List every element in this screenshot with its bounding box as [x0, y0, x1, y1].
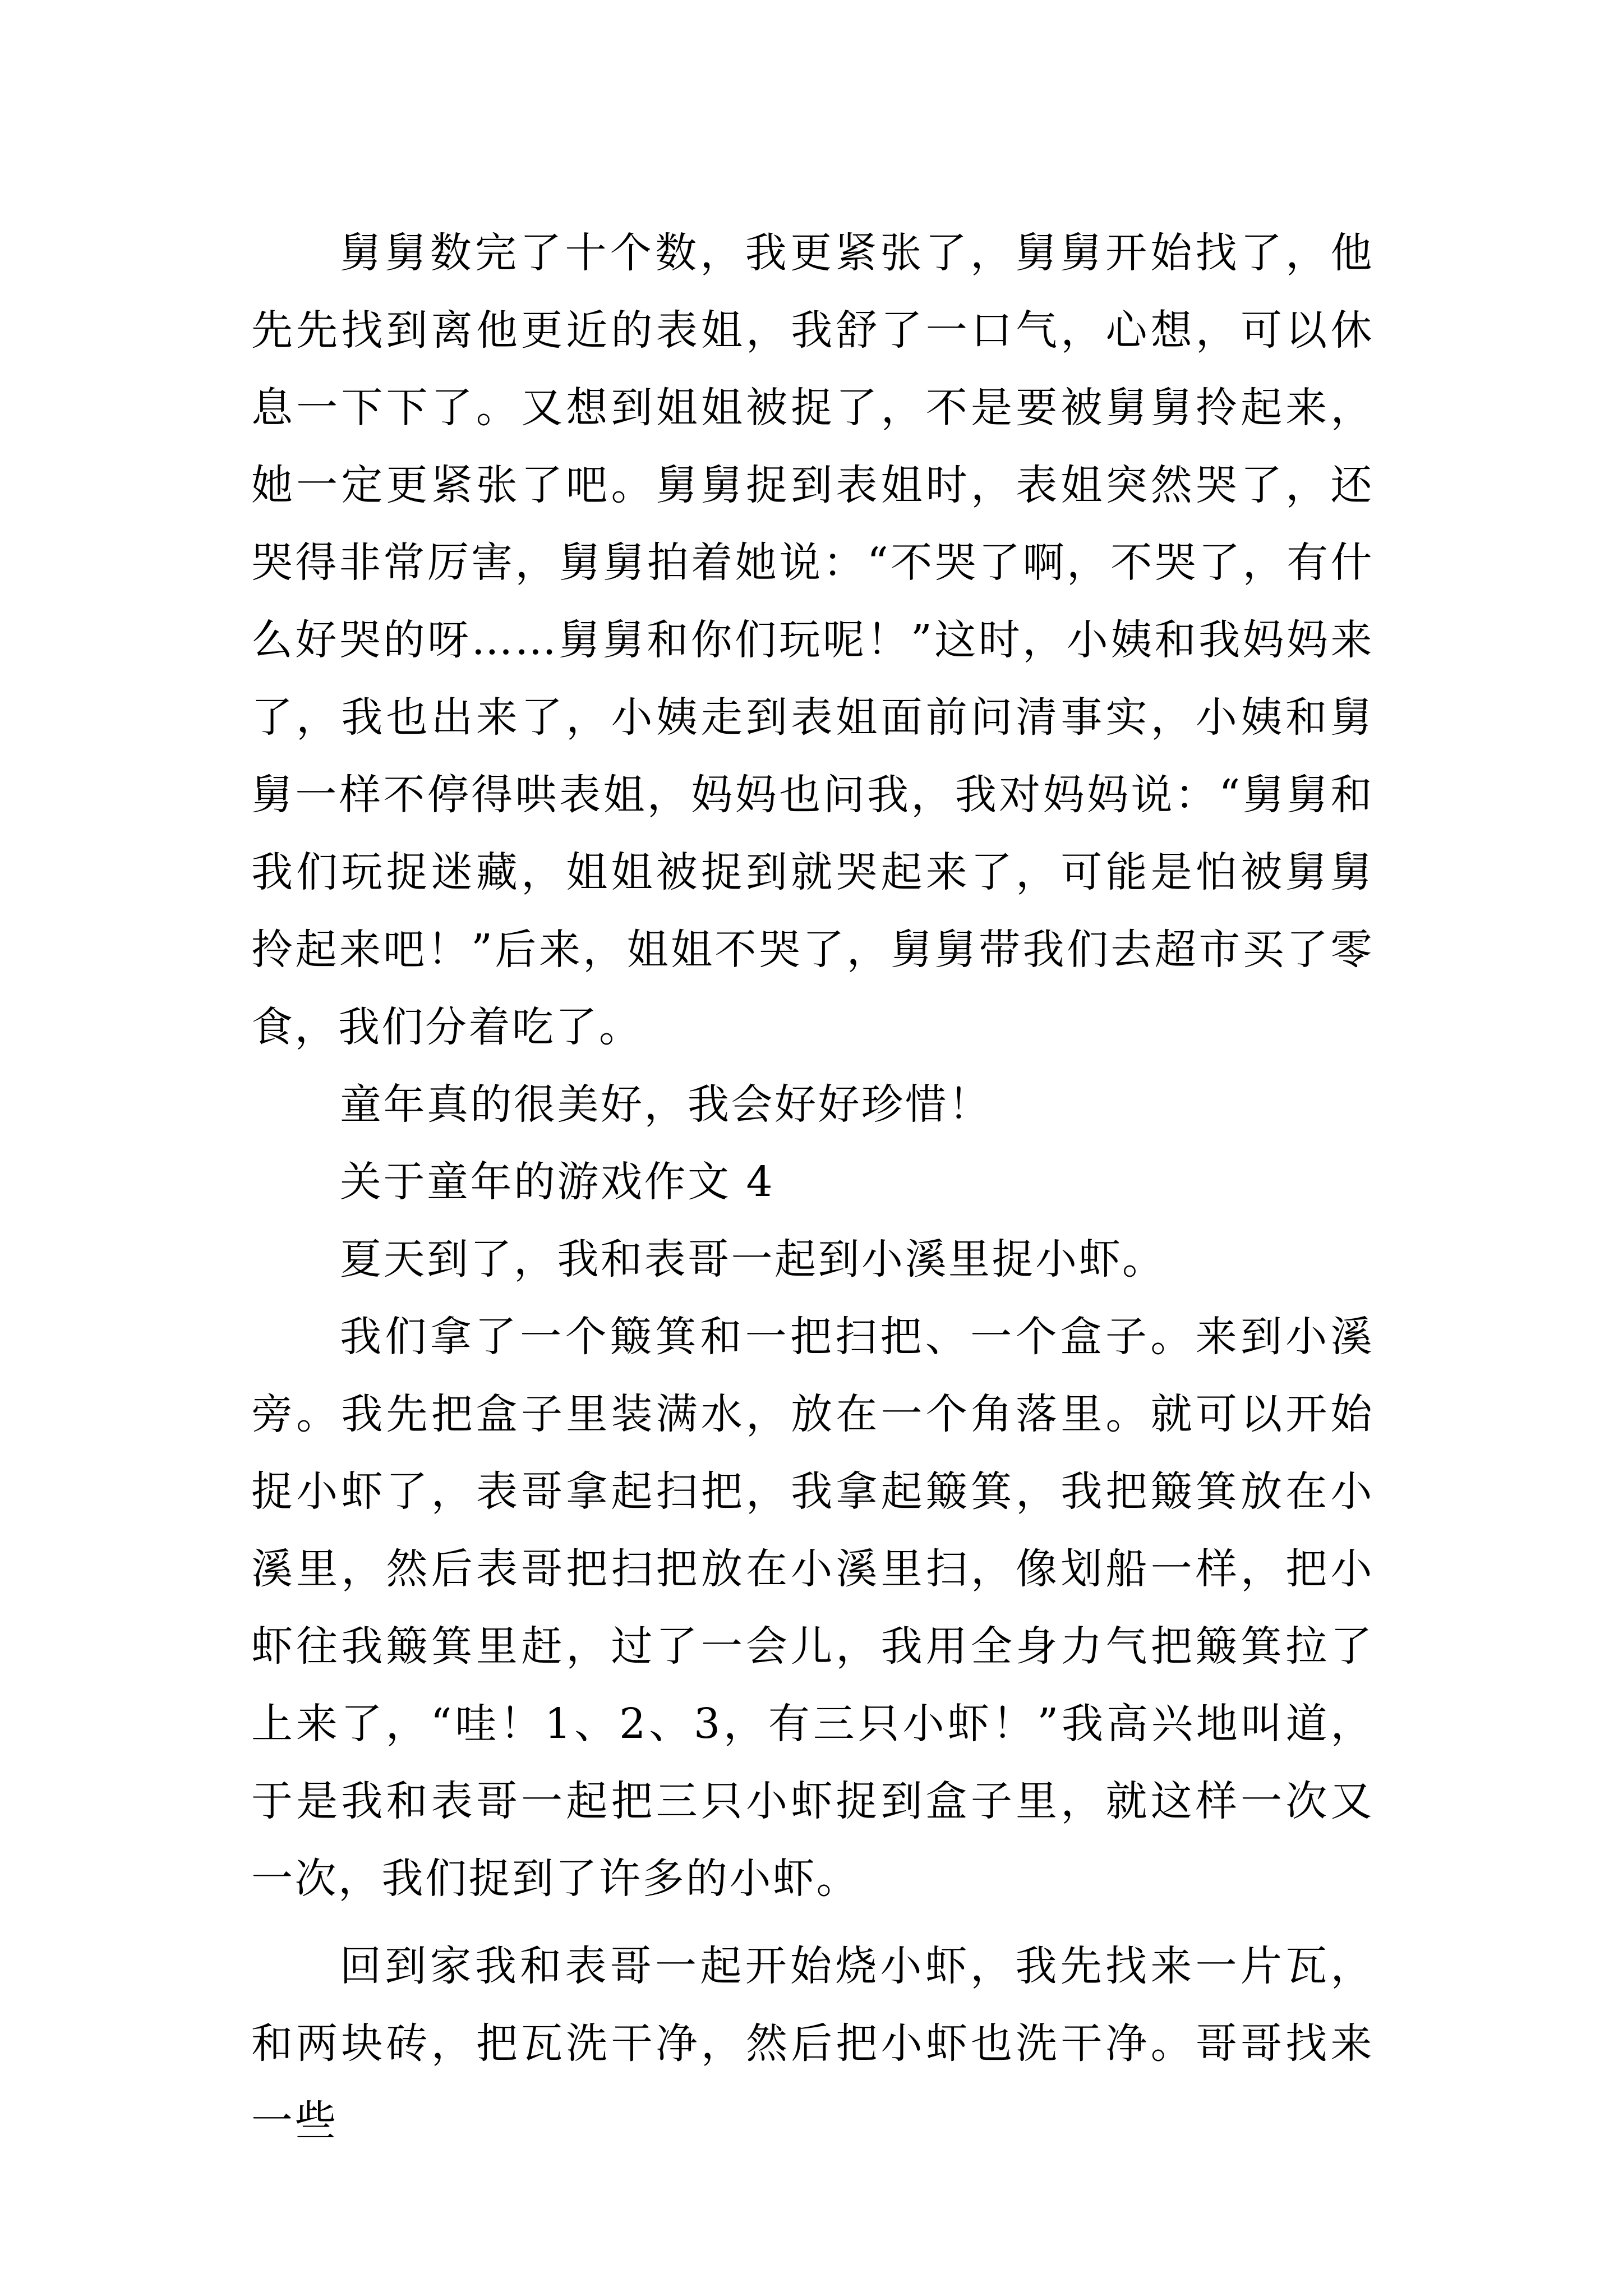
- paragraph-cooking-shrimp: 回到家我和表哥一起开始烧小虾，我先找来一片瓦，和两块砖，把瓦洗干净，然后把小虾也洗干净。哥哥找来一些: [251, 1942, 1374, 2145]
- section-heading: 关于童年的游戏作文 4: [340, 1158, 775, 1206]
- paragraph-catching-shrimp: 我们拿了一个簸箕和一把扫把、一个盒子。来到小溪旁。我先把盒子里装满水，放在一个角落里。就可以开始捉小虾了，表哥拿起扫把，我拿起簸箕，我把簸箕放在小溪里，然后表哥把扫把放在小溪里扫，像划船一样，把小虾往我簸箕里赶，过了一会儿，我用全身力气把簸箕拉了上来了，“哇！1、2、3，有三只小虾！”我高兴地叫道，于是我和表哥一起把三只小虾捉到盒子里，就这样一次又一次，我们捉到了许多的小虾。: [251, 1313, 1374, 1903]
- paragraph-childhood-beautiful: 童年真的很美好，我会好好珍惜！: [340, 1080, 992, 1129]
- paragraph-summer-shrimp: 夏天到了，我和表哥一起到小溪里捉小虾。: [340, 1235, 1166, 1283]
- paragraph-uncle-hide-and-seek: 舅舅数完了十个数，我更紧张了，舅舅开始找了，他先先找到离他更近的表姐，我舒了一口气，心想，可以休息一下下了。又想到姐姐被捉了，不是要被舅舅拎起来，她一定更紧张了吧。舅舅捉到表姐时，表姐突然哭了，还哭得非常厉害，舅舅拍着她说：“不哭了啊，不哭了，有什么好哭的呀……舅舅和你们玩呢！”这时，小姨和我妈妈来了，我也出来了，小姨走到表姐面前问清事实，小姨和舅舅一样不停得哄表姐，妈妈也问我，我对妈妈说：“舅舅和我们玩捉迷藏，姐姐被捉到就哭起来了，可能是怕被舅舅拎起来吧！”后来，姐姐不哭了，舅舅带我们去超市买了零食，我们分着吃了。: [251, 229, 1374, 1051]
- document-page: [251, 214, 1374, 2160]
